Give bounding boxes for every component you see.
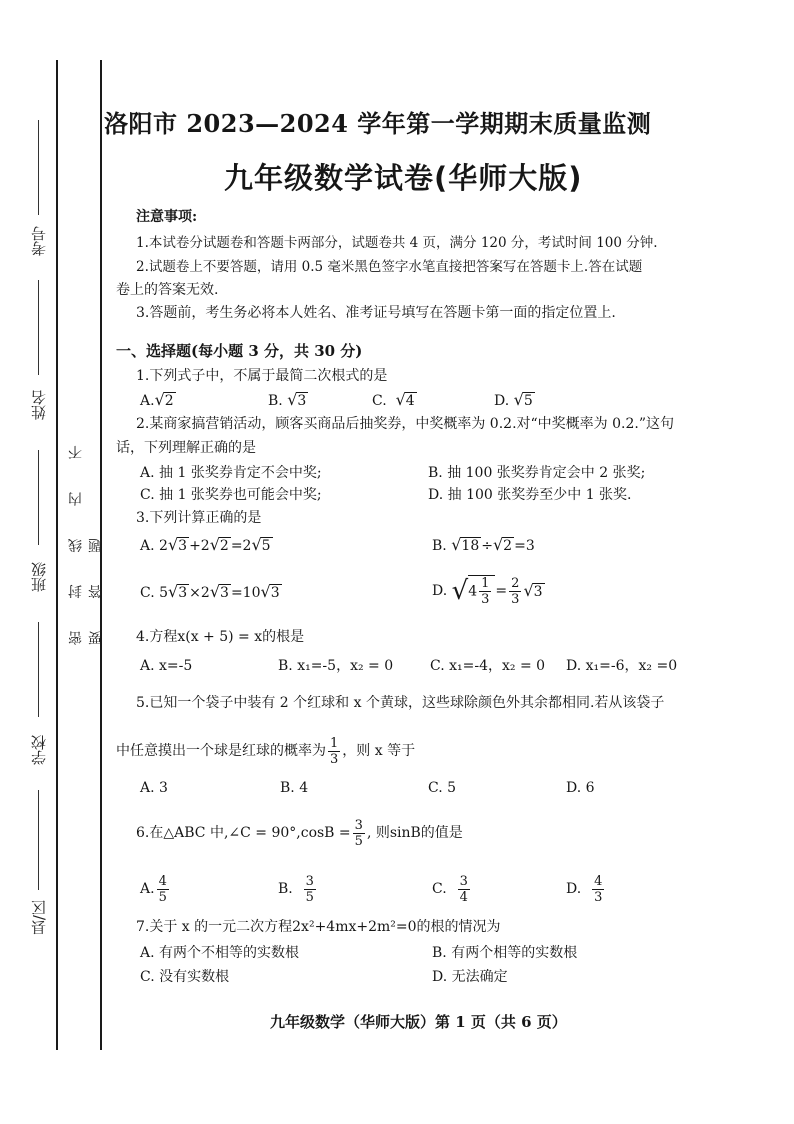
page-footer: 九年级数学（华师大版）第 1 页（共 6 页） [270, 1013, 567, 1031]
denominator: 3 [511, 591, 520, 607]
radical-sign: √ [451, 535, 462, 554]
q2-stem-line1: 2.某商家搞营销活动，顾客买商品后抽奖券，中奖概率为 0.2.对“中奖概率为 0.2.”这句 [136, 416, 674, 432]
fraction [458, 874, 470, 905]
q6-option-d [566, 872, 606, 906]
q1-option-a-label: A. [140, 393, 155, 409]
q6-option-c [432, 872, 472, 906]
q1-option-d [494, 390, 535, 411]
q6-option-b-label: B. [278, 881, 293, 897]
operator: =3 [514, 538, 535, 554]
numerator: 3 [354, 817, 363, 833]
q1-option-b-value: 3 [297, 393, 307, 409]
notice-item-3: 3.答题前，考生务必将本人姓名、准考证号填写在答题卡第一面的指定位置上. [136, 305, 616, 321]
numerator: 2 [511, 575, 520, 591]
fraction [157, 874, 169, 905]
notice-item-2a: 2.试题卷上不要答题，请用 0.5 毫米黑色签字水笔直接把答案写在答题卡上.答在试题 [136, 259, 643, 275]
q2-option-a: A. 抽 1 张奖券肯定不会中奖; [140, 465, 322, 481]
operator: =10 [230, 585, 261, 601]
q4-option-c: C. x₁=-4，x₂ = 0 [430, 658, 546, 674]
notice-heading: 注意事项: [136, 209, 198, 225]
radicand: 18 [461, 538, 480, 554]
radical-sign: √ [492, 535, 504, 554]
q6-option-d-label: D. [566, 881, 582, 897]
radical-sign: √ [523, 581, 534, 600]
radical-sign: √ [209, 535, 220, 554]
q6-option-a [140, 872, 171, 906]
radical-sign: √ [513, 390, 524, 409]
q6-option-a-label: A. [140, 881, 155, 897]
coef: 5 [159, 585, 169, 601]
q3-stem: 3.下列计算正确的是 [136, 510, 262, 526]
operator: =2 [230, 538, 252, 554]
school-label: 学校 [30, 735, 48, 765]
q2-option-d: D. 抽 100 张奖券至少中 1 张奖. [428, 487, 632, 503]
radical-sign: √ [451, 576, 469, 606]
q3-option-a-label: A. [140, 538, 155, 554]
q3-option-a [140, 535, 273, 556]
q6-stem [136, 816, 463, 850]
q6-stem-tail: , 则sinB的值是 [366, 825, 463, 841]
class-blank [38, 450, 39, 545]
operator: ×2 [189, 585, 210, 601]
notice-item-2b: 卷上的答案无效. [116, 282, 219, 298]
radical-sign: √ [251, 535, 262, 554]
radical-sign: √ [209, 582, 221, 601]
q7-option-d: D. 无法确定 [432, 969, 508, 985]
q2-option-b: B. 抽 100 张奖券肯定会中 2 张奖; [428, 465, 646, 481]
q3-option-d-label: D. [432, 583, 448, 599]
q6-option-c-label: C. [432, 881, 447, 897]
q5-option-c: C. 5 [428, 780, 457, 796]
radical-sign: √ [168, 582, 179, 601]
q1-stem: 1.下列式子中，不属于最简二次根式的是 [136, 368, 388, 384]
radicand-group [468, 575, 495, 607]
denominator: 5 [158, 889, 167, 905]
q5-stem-line2 [116, 734, 415, 768]
q7-option-a: A. 有两个不相等的实数根 [140, 945, 300, 961]
radical-sign: √ [154, 390, 165, 409]
q1-option-d-value: 5 [523, 393, 533, 409]
operator: = [495, 583, 508, 599]
fraction [592, 874, 604, 905]
q4-option-b: B. x₁=-5，x₂ = 0 [278, 658, 394, 674]
q1-option-a-value: 2 [164, 393, 174, 409]
margin-rule-left [56, 60, 58, 1050]
q6-option-b [278, 872, 318, 906]
operator: +2 [189, 538, 210, 554]
section-heading: 一、选择题(每小题 3 分，共 30 分) [116, 342, 363, 360]
paper-title: 九年级数学试卷(华师大版) [224, 161, 583, 195]
q1-option-b [268, 390, 308, 411]
radicand: 3 [270, 585, 280, 601]
district-blank [38, 790, 39, 890]
q2-option-c: C. 抽 1 张奖券也可能会中奖; [140, 487, 322, 503]
radicand: 3 [178, 538, 188, 554]
q2-stem-line2: 话，下列理解正确的是 [116, 440, 256, 456]
school-blank [38, 622, 39, 717]
name-blank [38, 280, 39, 375]
radicand: 3 [178, 585, 188, 601]
operator: ÷ [481, 538, 493, 554]
q7-option-c: C. 没有实数根 [140, 969, 230, 985]
q4-option-d: D. x₁=-6，x₂ =0 [566, 658, 678, 674]
fraction [304, 874, 316, 905]
q1-option-c-value: 4 [405, 393, 415, 409]
exam-number-blank [38, 120, 39, 215]
denominator: 5 [305, 889, 314, 905]
q5-fraction [328, 736, 340, 767]
seal-line-text: 密 封 线 内 不 要 答 题 [68, 431, 104, 645]
radical-sign: √ [167, 535, 179, 554]
q6-stem-text: 6.在△ABC 中,∠C = 90°,cosB = [136, 825, 351, 841]
q7-option-b: B. 有两个相等的实数根 [432, 945, 578, 961]
radical-sign: √ [260, 582, 271, 601]
q7-stem: 7.关于 x 的一元二次方程2x²+4mx+2m²=0的根的情况为 [136, 919, 501, 935]
numerator: 4 [594, 873, 603, 889]
q1-option-d-label: D. [494, 393, 510, 409]
district-label: 县/区 [30, 900, 48, 936]
numerator: 3 [305, 873, 314, 889]
numerator: 1 [481, 576, 490, 591]
whole-number: 4 [468, 583, 478, 600]
q5-option-b: B. 4 [280, 780, 309, 796]
name-label: 姓名 [30, 390, 48, 420]
q3-option-d [432, 574, 545, 608]
q5-stem-line1: 5.已知一个袋子中装有 2 个红球和 x 个黄球，这些球除颜色外其余都相同.若从该袋子 [136, 695, 665, 711]
radicand: 5 [261, 538, 271, 554]
radical-sign: √ [287, 390, 298, 409]
q5-stem-tail: ，则 x 等于 [342, 743, 416, 759]
denominator: 3 [330, 751, 339, 767]
q3-option-b [432, 535, 535, 556]
denominator: 5 [354, 833, 363, 849]
q3-option-c [140, 582, 282, 603]
q3-option-c-label: C. [140, 585, 155, 601]
radicand: 3 [533, 583, 543, 600]
radicand: 2 [219, 538, 229, 554]
q4-stem: 4.方程x(x + 5) = x的根是 [136, 629, 305, 645]
numerator: 1 [330, 735, 339, 751]
radicand: 2 [503, 538, 513, 554]
q1-option-c-label: C. [372, 393, 387, 409]
numerator: 4 [158, 873, 167, 889]
fraction [509, 576, 521, 607]
q1-option-c [372, 390, 417, 411]
q1-option-a [140, 390, 176, 411]
q5-stem-text: 中任意摸出一个球是红球的概率为 [116, 743, 326, 759]
denominator: 4 [459, 889, 468, 905]
q1-option-b-label: B. [268, 393, 283, 409]
denominator: 3 [481, 592, 490, 607]
exam-title: 洛阳市 2023—2024 学年第一学期期末质量监测 [104, 109, 652, 138]
q5-option-d: D. 6 [566, 780, 595, 796]
numerator: 3 [459, 873, 468, 889]
denominator: 3 [594, 889, 603, 905]
radicand: 3 [220, 585, 229, 601]
exam-number-label: 考号 [30, 226, 48, 256]
coef: 2 [159, 538, 168, 554]
q6-fraction [353, 818, 365, 849]
fraction [479, 576, 491, 607]
q5-option-a: A. 3 [140, 780, 168, 796]
q3-option-b-label: B. [432, 538, 447, 554]
class-label: 班级 [30, 562, 48, 592]
notice-item-1: 1.本试卷分试题卷和答题卡两部分，试题卷共 4 页，满分 120 分，考试时间 100 分钟. [136, 235, 658, 251]
radical-sign: √ [395, 390, 406, 409]
q4-option-a: A. x=-5 [140, 658, 193, 674]
